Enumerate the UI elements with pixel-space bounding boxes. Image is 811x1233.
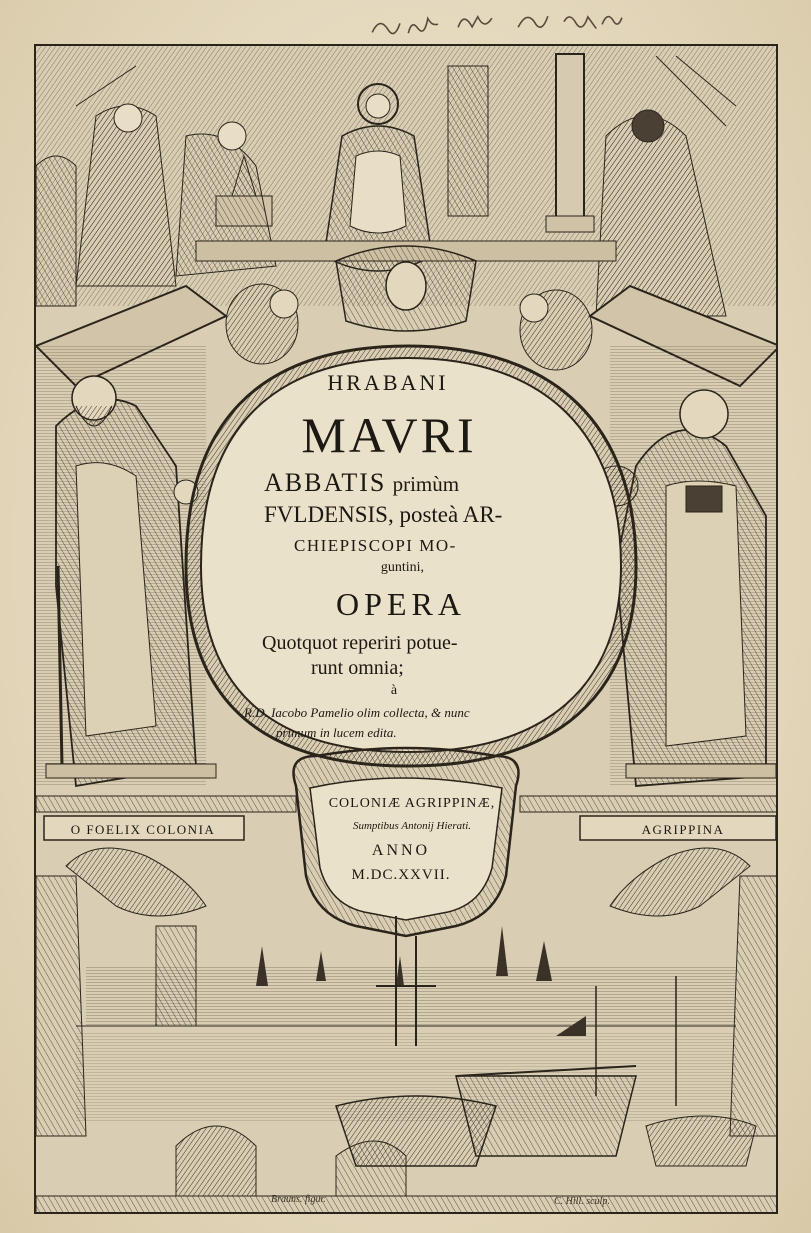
title-author-first: HRABANI bbox=[327, 370, 449, 395]
imprint-publisher: Sumptibus Antonij Hierati. bbox=[352, 820, 472, 832]
title-opera: OPERA bbox=[336, 586, 466, 622]
title-abbatis: ABBATIS bbox=[264, 468, 387, 497]
title-archiepiscopi: CHIEPISCOPI MO- bbox=[294, 536, 457, 555]
title-a: à bbox=[390, 683, 398, 698]
title-quotquot: Quotquot reperiri potue- bbox=[262, 632, 458, 654]
title-edition-line: primum in lucem edita. bbox=[276, 725, 397, 740]
title-postea: posteà AR- bbox=[399, 502, 503, 527]
engraving-artwork bbox=[36, 46, 778, 1214]
title-fuldensis: FVLDENSIS, bbox=[264, 502, 394, 527]
title-fuldensis-line bbox=[264, 502, 584, 528]
banner-right-text: AGRIPPINA bbox=[641, 822, 725, 837]
title-runt-omnia: runt omnia; bbox=[311, 657, 404, 679]
title-author-name: MAVRI bbox=[301, 407, 477, 463]
signature-right: C. Hill. sculp. bbox=[554, 1196, 610, 1207]
title-guntini: guntini, bbox=[380, 560, 424, 575]
imprint-anno: ANNO bbox=[371, 842, 431, 859]
signature-left: Brauns. figur. bbox=[271, 1194, 326, 1205]
imprint-place: COLONIÆ AGRIPPINÆ, bbox=[328, 796, 496, 811]
banner-left-text: O FOELIX COLONIA bbox=[70, 822, 216, 837]
title-abbatis-line bbox=[264, 468, 564, 498]
title-editor-line: R.D. Iacobo Pamelio olim collecta, & nunc bbox=[244, 705, 470, 720]
imprint-year: M.DC.XXVII. bbox=[351, 867, 451, 883]
title-primum: primùm bbox=[392, 472, 460, 496]
frontispiece-engraving bbox=[34, 44, 778, 1214]
